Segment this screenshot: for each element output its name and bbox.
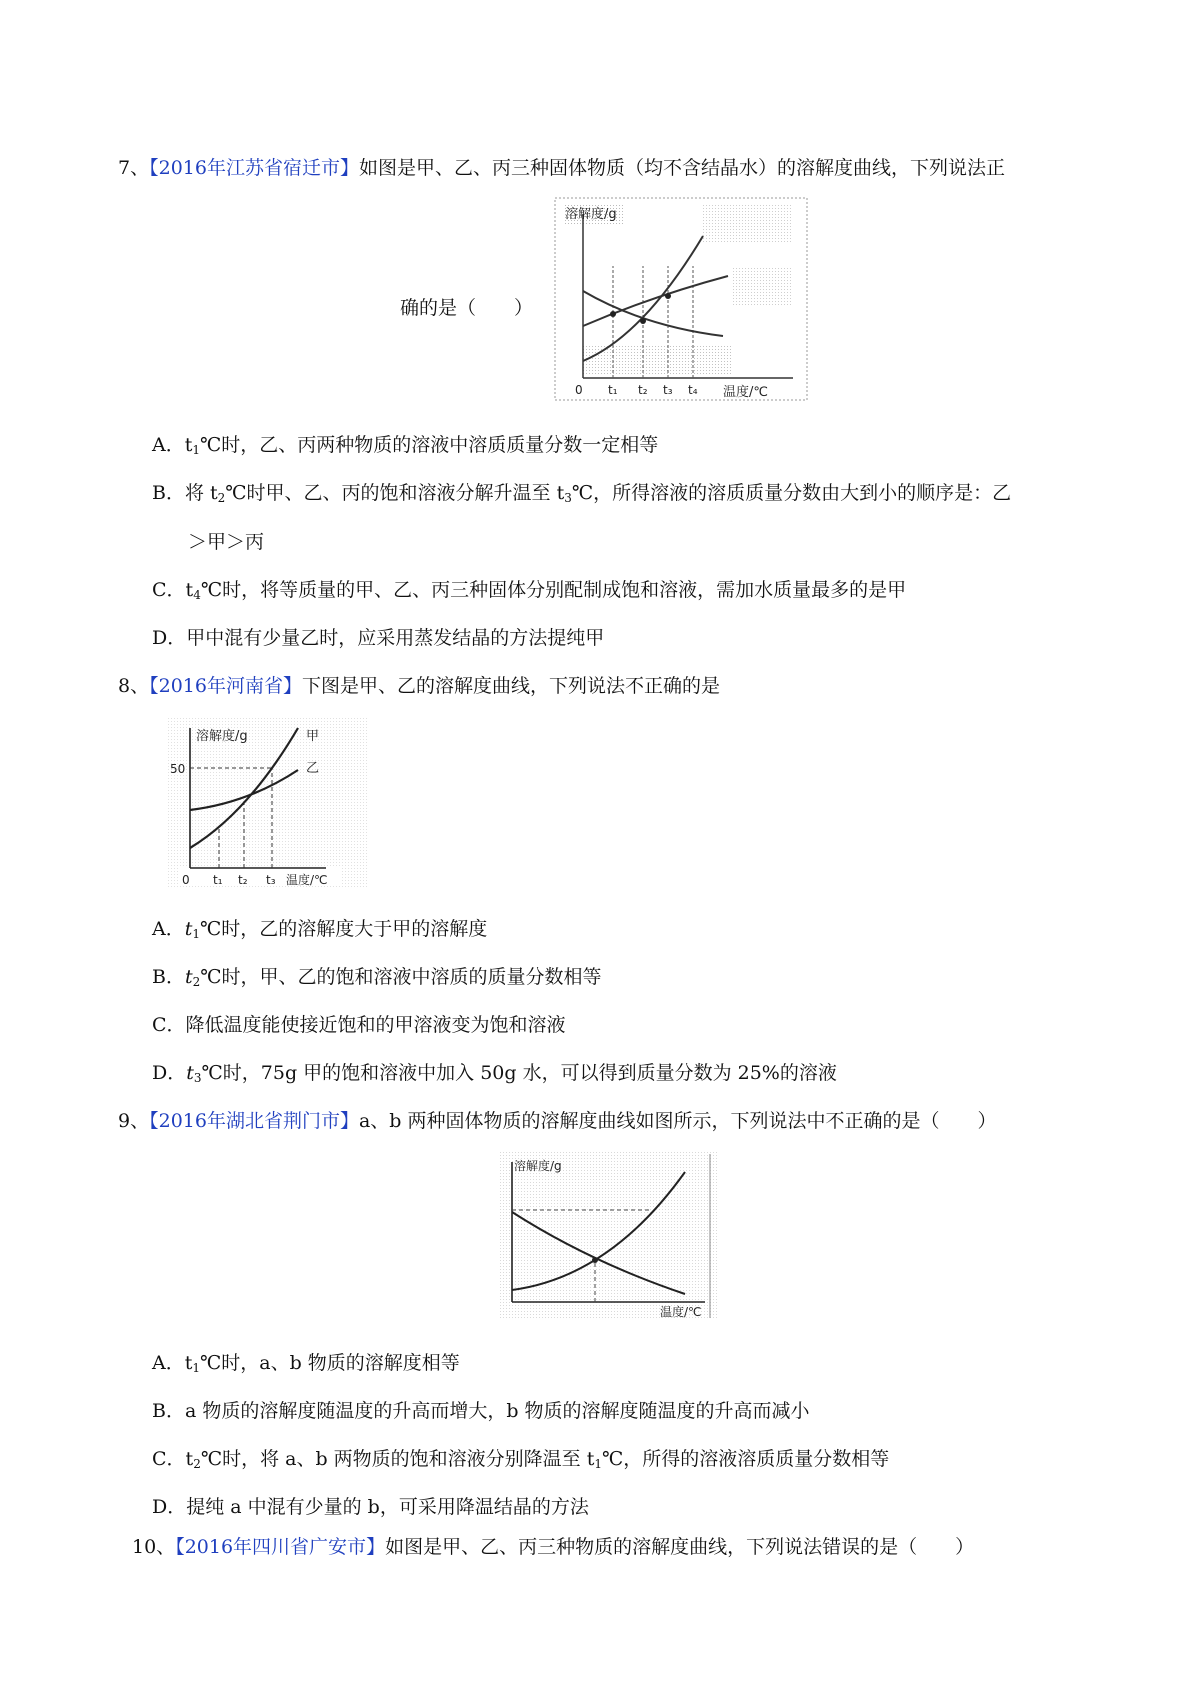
q8-option-b[interactable]: B．$t_2℃$时，甲、乙的饱和溶液中溶质的质量分数相等 [152, 966, 602, 989]
q7-option-d[interactable]: D．甲中混有少量乙时，应采用蒸发结晶的方法提纯甲 [152, 627, 605, 649]
q8-xtick-3: t₃ [266, 873, 276, 887]
q9-number: 9、 [118, 1110, 150, 1132]
q8-series-yi: 乙 [306, 761, 320, 776]
q9-figure [500, 1152, 718, 1320]
q8-option-a[interactable]: A．$t_1℃$时，乙的溶解度大于甲的溶解度 [152, 918, 488, 941]
q8-figure [168, 718, 368, 888]
q7-option-a[interactable]: A．$t_1℃$时，乙、丙两种物质的溶液中溶质质量分数一定相等 [152, 434, 659, 457]
q9-option-b[interactable]: B．a 物质的溶解度随温度的升高而增大，b 物质的溶解度随温度的升高而减小 [152, 1400, 810, 1422]
q7-xtick-0: 0 [575, 383, 583, 397]
q10-stem: 10、【2016年四川省广安市】如图是甲、乙、丙三种物质的溶解度曲线，下列说法错误的是（ ） [132, 1536, 975, 1558]
q8-xlabel: 温度/℃ [286, 873, 328, 887]
q9-ylabel: 溶解度/g [514, 1159, 562, 1173]
q7-xtick-4: t₄ [688, 383, 698, 397]
q8-chart [168, 718, 368, 888]
q7-xtick-1: t₁ [608, 383, 618, 397]
q8-series-jia: 甲 [306, 729, 320, 744]
q7-figure [553, 196, 809, 402]
q8-source: 2016年河南省 [158, 675, 283, 697]
q10-source: 2016年四川省广安市 [184, 1536, 367, 1558]
q7-source: 2016年江苏省宿迁市 [158, 157, 340, 179]
q9-option-d[interactable]: D．提纯 a 中混有少量的 b，可采用降温结晶的方法 [152, 1496, 589, 1518]
q9-chart [500, 1152, 718, 1320]
q8-option-d[interactable]: D．$t_3℃$时，75g 甲的饱和溶液中加入 50g 水，可以得到质量分数为 25%的溶液 [152, 1062, 837, 1085]
q8-xtick-1: t₁ [213, 873, 223, 887]
q9-xlabel: 温度/℃ [660, 1305, 702, 1319]
q7-xtick-3: t₃ [663, 383, 673, 397]
q9-option-c[interactable]: C．$t_2℃$时，将 a、b 两物质的饱和溶液分别降温至 $t_1℃$，所得的溶液溶质质量分数相等 [152, 1448, 890, 1471]
q8-xtick-0: 0 [182, 873, 190, 887]
q8-ytick-50: 50 [170, 762, 186, 776]
q8-stem: 8、【2016年河南省】下图是甲、乙的溶解度曲线，下列说法不正确的是 [118, 675, 720, 697]
q8-text: 下图是甲、乙的溶解度曲线，下列说法不正确的是 [301, 675, 720, 697]
q7-stem-cont: 确的是（ ） [400, 297, 534, 319]
q9-option-a[interactable]: A．$t_1℃$时，a、b 物质的溶解度相等 [152, 1352, 460, 1375]
q7-ylabel: 溶解度/g [565, 207, 617, 222]
q7-xtick-2: t₂ [638, 383, 648, 397]
q7-number: 7、 [118, 157, 150, 179]
q10-number: 10、 [132, 1536, 176, 1558]
q7-option-b-cont: ＞甲＞丙 [188, 531, 265, 553]
q8-xtick-2: t₂ [238, 873, 248, 887]
q8-option-c[interactable]: C．降低温度能使接近饱和的甲溶液变为饱和溶液 [152, 1014, 566, 1036]
q8-number: 8、 [118, 675, 150, 697]
q7-chart [553, 196, 809, 402]
q7-xlabel: 温度/℃ [723, 385, 768, 400]
q9-source: 2016年湖北省荆门市 [158, 1110, 340, 1132]
q10-text: 如图是甲、乙、丙三种物质的溶解度曲线，下列说法错误的是（ ） [385, 1536, 975, 1558]
q9-text: a、b 两种固体物质的溶解度曲线如图所示，下列说法中不正确的是（ ） [358, 1110, 997, 1132]
q7-stem: 7、【2016年江苏省宿迁市】如图是甲、乙、丙三种固体物质（均不含结晶水）的溶解度曲线，下列说法正 [118, 157, 1005, 179]
q7-text: 如图是甲、乙、丙三种固体物质（均不含结晶水）的溶解度曲线，下列说法正 [358, 157, 1005, 179]
q7-option-c[interactable]: C．$t_4℃$时，将等质量的甲、乙、丙三种固体分别配制成饱和溶液，需加水质量最多的是甲 [152, 579, 907, 602]
q9-stem: 9、【2016年湖北省荆门市】a、b 两种固体物质的溶解度曲线如图所示，下列说法中不正确的是（ ） [118, 1110, 997, 1132]
q7-option-b[interactable]: B．将 $t_2℃$时甲、乙、丙的饱和溶液分解升温至 $t_3℃$，所得溶液的溶质质量分数由大到小的顺序是：乙 [152, 482, 1012, 505]
q8-ylabel: 溶解度/g [196, 729, 248, 744]
